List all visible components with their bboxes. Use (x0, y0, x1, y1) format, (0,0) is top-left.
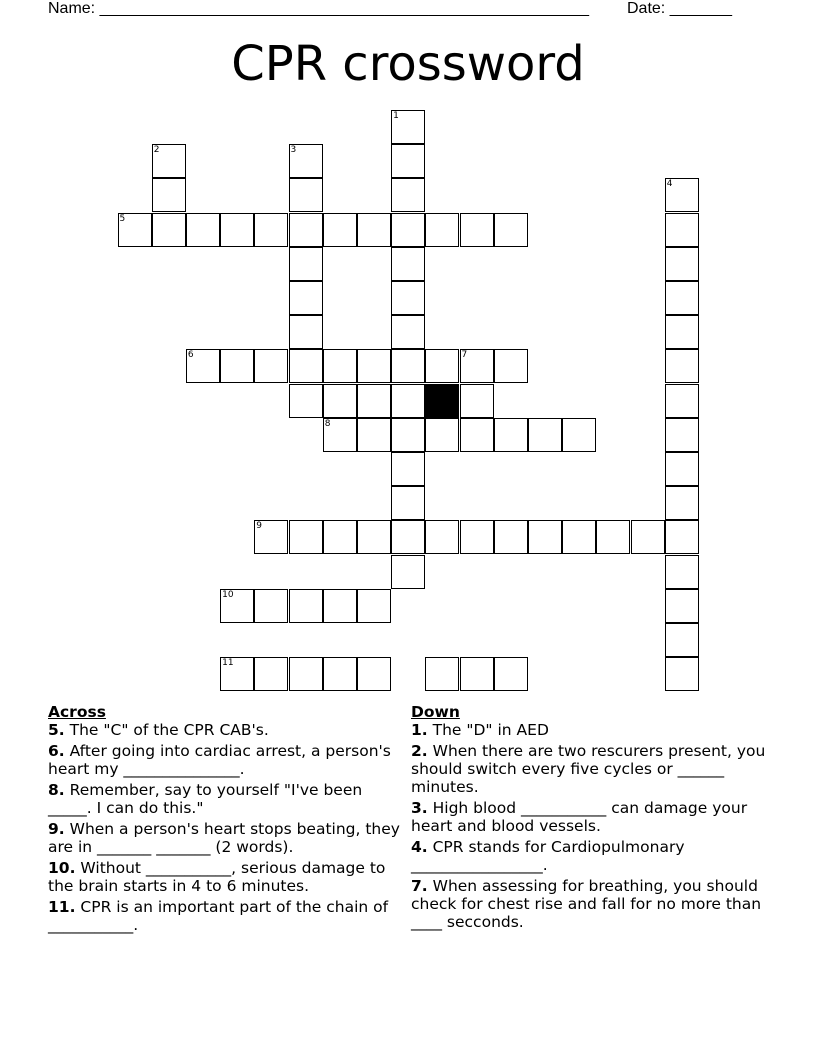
crossword-cell[interactable] (391, 247, 425, 281)
crossword-cell[interactable] (665, 520, 699, 554)
crossword-cell[interactable] (152, 178, 186, 212)
clue (48, 898, 400, 934)
crossword-cell[interactable] (528, 418, 562, 452)
crossword-cell[interactable] (152, 144, 186, 178)
clue-number: 4. (411, 838, 428, 856)
crossword-cell[interactable] (152, 213, 186, 247)
crossword-cell[interactable] (254, 657, 288, 691)
clue (48, 781, 400, 817)
clue (48, 742, 400, 778)
crossword-cell[interactable] (631, 520, 665, 554)
down-clue-list (411, 721, 771, 931)
black-square (425, 384, 459, 418)
crossword-cell[interactable] (323, 213, 357, 247)
crossword-cell[interactable] (323, 589, 357, 623)
crossword-cell[interactable] (186, 213, 220, 247)
crossword-cell[interactable] (665, 657, 699, 691)
crossword-cell[interactable] (220, 213, 254, 247)
crossword-cell[interactable] (357, 384, 391, 418)
clue-number: 2 (153, 145, 160, 156)
crossword-cell[interactable] (665, 281, 699, 315)
crossword-cell[interactable] (425, 349, 459, 383)
clue (411, 799, 771, 835)
crossword-cell[interactable] (562, 520, 596, 554)
crossword-cell[interactable] (254, 589, 288, 623)
crossword-cell[interactable] (494, 520, 528, 554)
clue-number: 3. (411, 799, 428, 817)
crossword-cell[interactable] (425, 520, 459, 554)
crossword-cell[interactable] (494, 418, 528, 452)
crossword-cell[interactable] (425, 657, 459, 691)
crossword-cell[interactable] (460, 657, 494, 691)
crossword-cell[interactable] (665, 589, 699, 623)
crossword-cell[interactable] (391, 384, 425, 418)
clue-number: 10 (222, 589, 234, 600)
clue-text: When a person's heart stops beating, they are in _______ _______ (2 words). (48, 820, 400, 856)
clue-number: 1. (411, 721, 428, 739)
clue-text: After going into cardiac arrest, a person's heart my _______________. (48, 742, 391, 778)
crossword-cell[interactable] (289, 589, 323, 623)
page-title: CPR crossword (231, 36, 585, 92)
clue-number: 7 (461, 350, 468, 361)
crossword-cell[interactable] (494, 657, 528, 691)
clue-number: 11 (222, 658, 234, 669)
crossword-cell[interactable] (357, 213, 391, 247)
clue-number: 6. (48, 742, 65, 760)
crossword-cell[interactable] (391, 144, 425, 178)
crossword-cell[interactable] (118, 213, 152, 247)
clue-text: The "D" in AED (427, 721, 549, 739)
crossword-cell[interactable] (391, 349, 425, 383)
clue-number: 3 (290, 145, 297, 156)
clue-text: High blood ___________ can damage your heart and blood vessels. (411, 799, 748, 835)
clue (48, 820, 400, 856)
crossword-cell[interactable] (289, 315, 323, 349)
crossword-cell[interactable] (357, 349, 391, 383)
clue-number: 5. (48, 721, 65, 739)
clue (48, 859, 400, 895)
clue-number: 4 (666, 179, 673, 190)
crossword-cell[interactable] (562, 418, 596, 452)
crossword-cell[interactable] (220, 657, 254, 691)
crossword-cell[interactable] (665, 486, 699, 520)
crossword-cell[interactable] (289, 657, 323, 691)
crossword-cell[interactable] (323, 418, 357, 452)
crossword-cell[interactable] (357, 589, 391, 623)
clue-number: 8 (324, 418, 331, 429)
crossword-cell[interactable] (425, 213, 459, 247)
across-clue-list (48, 721, 400, 934)
clue-text: Remember, say to yourself "I've been _____. I can do this." (48, 781, 363, 817)
crossword-cell[interactable] (289, 144, 323, 178)
crossword-cell[interactable] (289, 349, 323, 383)
crossword-cell[interactable] (391, 555, 425, 589)
clue-text: CPR stands for Cardiopulmonary _________________. (411, 838, 685, 874)
crossword-cell[interactable] (220, 349, 254, 383)
name-field-label: Name: _______________________________________________________ (48, 0, 589, 17)
clue (411, 742, 771, 796)
crossword-cell[interactable] (528, 520, 562, 554)
crossword-cell[interactable] (289, 281, 323, 315)
crossword-cell[interactable] (391, 178, 425, 212)
date-field-label: Date: _______ (627, 0, 732, 17)
crossword-cell[interactable] (460, 520, 494, 554)
crossword-cell[interactable] (494, 349, 528, 383)
across-heading: Across (48, 703, 106, 721)
crossword-cell[interactable] (460, 384, 494, 418)
clue-text: Without ___________, serious damage to the brain starts in 4 to 6 minutes. (48, 859, 386, 895)
crossword-cell[interactable] (391, 418, 425, 452)
crossword-cell[interactable] (391, 281, 425, 315)
crossword-cell[interactable] (665, 555, 699, 589)
down-heading: Down (411, 703, 460, 721)
crossword-cell[interactable] (460, 418, 494, 452)
crossword-cell[interactable] (391, 452, 425, 486)
down-clues (411, 703, 771, 934)
crossword-cell[interactable] (289, 520, 323, 554)
crossword-cell[interactable] (323, 657, 357, 691)
crossword-cell[interactable] (665, 623, 699, 657)
crossword-cell[interactable] (254, 520, 288, 554)
crossword-cell[interactable] (596, 520, 630, 554)
crossword-cell[interactable] (186, 349, 220, 383)
clue-number: 8. (48, 781, 65, 799)
crossword-cell[interactable] (391, 110, 425, 144)
clue-number: 10. (48, 859, 76, 877)
crossword-cell[interactable] (665, 315, 699, 349)
crossword-cell[interactable] (391, 213, 425, 247)
across-clues (48, 703, 400, 937)
clue-number: 11. (48, 898, 76, 916)
clue-number: 7. (411, 877, 428, 895)
crossword-cell[interactable] (391, 315, 425, 349)
crossword-cell[interactable] (494, 213, 528, 247)
crossword-cell[interactable] (391, 486, 425, 520)
clue (411, 721, 771, 739)
crossword-cell[interactable] (665, 247, 699, 281)
clue-number: 9. (48, 820, 65, 838)
clue-number: 9 (256, 521, 263, 532)
crossword-cell[interactable] (357, 418, 391, 452)
crossword-cell[interactable] (289, 384, 323, 418)
crossword-cell[interactable] (391, 520, 425, 554)
crossword-cell[interactable] (460, 349, 494, 383)
crossword-cell[interactable] (289, 178, 323, 212)
crossword-cell[interactable] (323, 520, 357, 554)
crossword-cell[interactable] (460, 213, 494, 247)
clue-text: When assessing for breathing, you should check for chest rise and fall for no more than ____ secconds. (411, 877, 762, 931)
clue-text: When there are two rescurers present, you should switch every five cycles or ______ minutes. (411, 742, 766, 796)
crossword-cell[interactable] (425, 418, 459, 452)
clue-number: 2. (411, 742, 428, 760)
crossword-cell[interactable] (665, 384, 699, 418)
crossword-cell[interactable] (357, 520, 391, 554)
clue (48, 721, 400, 739)
crossword-cell[interactable] (323, 384, 357, 418)
crossword-cell[interactable] (220, 589, 254, 623)
clue-number: 6 (187, 350, 194, 361)
crossword-cell[interactable] (665, 178, 699, 212)
crossword-cell[interactable] (357, 657, 391, 691)
crossword-cell[interactable] (323, 349, 357, 383)
clue-text: The "C" of the CPR CAB's. (64, 721, 269, 739)
crossword-cell[interactable] (254, 213, 288, 247)
clue (411, 877, 771, 931)
clue (411, 838, 771, 874)
crossword-cell[interactable] (665, 418, 699, 452)
clue-number: 5 (119, 213, 126, 224)
clue-text: CPR is an important part of the chain of ___________. (48, 898, 389, 934)
crossword-cell[interactable] (665, 213, 699, 247)
crossword-cell[interactable] (289, 247, 323, 281)
crossword-cell[interactable] (665, 349, 699, 383)
clue-number: 1 (393, 111, 399, 121)
crossword-cell[interactable] (254, 349, 288, 383)
crossword-cell[interactable] (289, 213, 323, 247)
crossword-cell[interactable] (665, 452, 699, 486)
